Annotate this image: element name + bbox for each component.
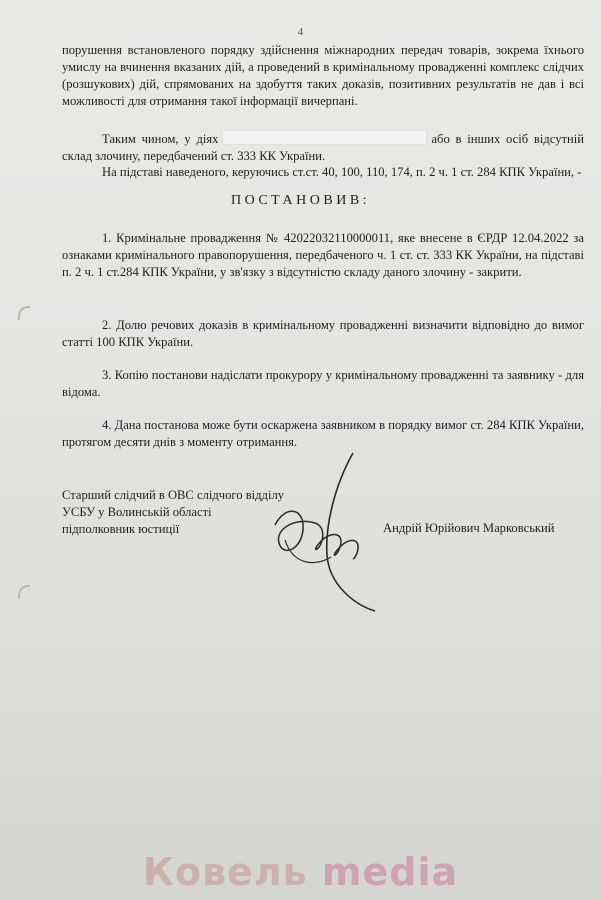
punch-hole-mark: [18, 585, 30, 599]
paragraph-conclusion: [62, 42, 584, 110]
signatory-rank: підполковник юстиції: [62, 522, 180, 536]
paragraph-3: На підставі наведеного, керуючись ст.ст. 40, 100, 110, 174, п. 2 ч. 1 ст. 284 КПК України, -: [102, 165, 582, 179]
signatory-unit: УСБУ у Волинській області: [62, 505, 212, 519]
watermark-logo: [0, 850, 601, 894]
paragraph-2: [62, 130, 584, 165]
handwritten-signature: [265, 445, 385, 615]
redacted-name: [222, 130, 427, 145]
resolution-item-1: 1. Кримінальне провадження № 42022032110000011, яке внесене в ЄРДР 12.04.2022 за ознаками кримінального правопорушення, передбаченого ч. 1 ст. ст. 333 КК України, на підставі п. 2 ч. 1 ст.284 КПК України, у зв'язку з відсутністю складу даного злочину - закрити.: [62, 231, 584, 280]
page-number: 4: [297, 26, 304, 38]
resolution-item-4: 4. Дана постанова може бути оскаржена заявником в порядку вимог ст. 284 КПК України, протягом десяти днів з моменту отримання.: [62, 418, 584, 450]
resolution-item-2: 2. Долю речових доказів в кримінальному провадженні визначити відповідно до вимог статті 100 КПК України.: [62, 318, 584, 350]
signatory-title: [62, 487, 284, 538]
paragraph-2-start: Таким чином, у діях: [102, 132, 219, 146]
watermark-word-1: Ковель: [142, 850, 308, 894]
signatory-name: Андрій Юрійович Марковський: [383, 521, 555, 535]
punch-hole-mark: [18, 306, 30, 320]
resolution-heading: ПОСТАНОВИВ:: [230, 193, 371, 208]
paragraph-1: порушення встановленого порядку здійснення міжнародних передач товарів, зокрема їхнього умислу на вчинення вказаних дій, а проведений в кримінальному провадженні комплекс слідчих (розшукових) дій, спрямованих на здобуття таких доказів, позитивних результатів не дав і всі можливості для отримання такої інформації вичерпані.: [62, 43, 584, 109]
signatory-position: Старший слідчий в ОВС слідчого відділу: [62, 488, 285, 502]
resolution-item-3: 3. Копію постанови надіслати прокурору у кримінальному провадженні та заявнику - для відома.: [62, 368, 584, 400]
paragraph-2-end: або в інших осіб відсутній склад злочину, передбачений ст. 333 КК України.: [62, 132, 584, 164]
watermark-word-2: media: [321, 850, 459, 894]
